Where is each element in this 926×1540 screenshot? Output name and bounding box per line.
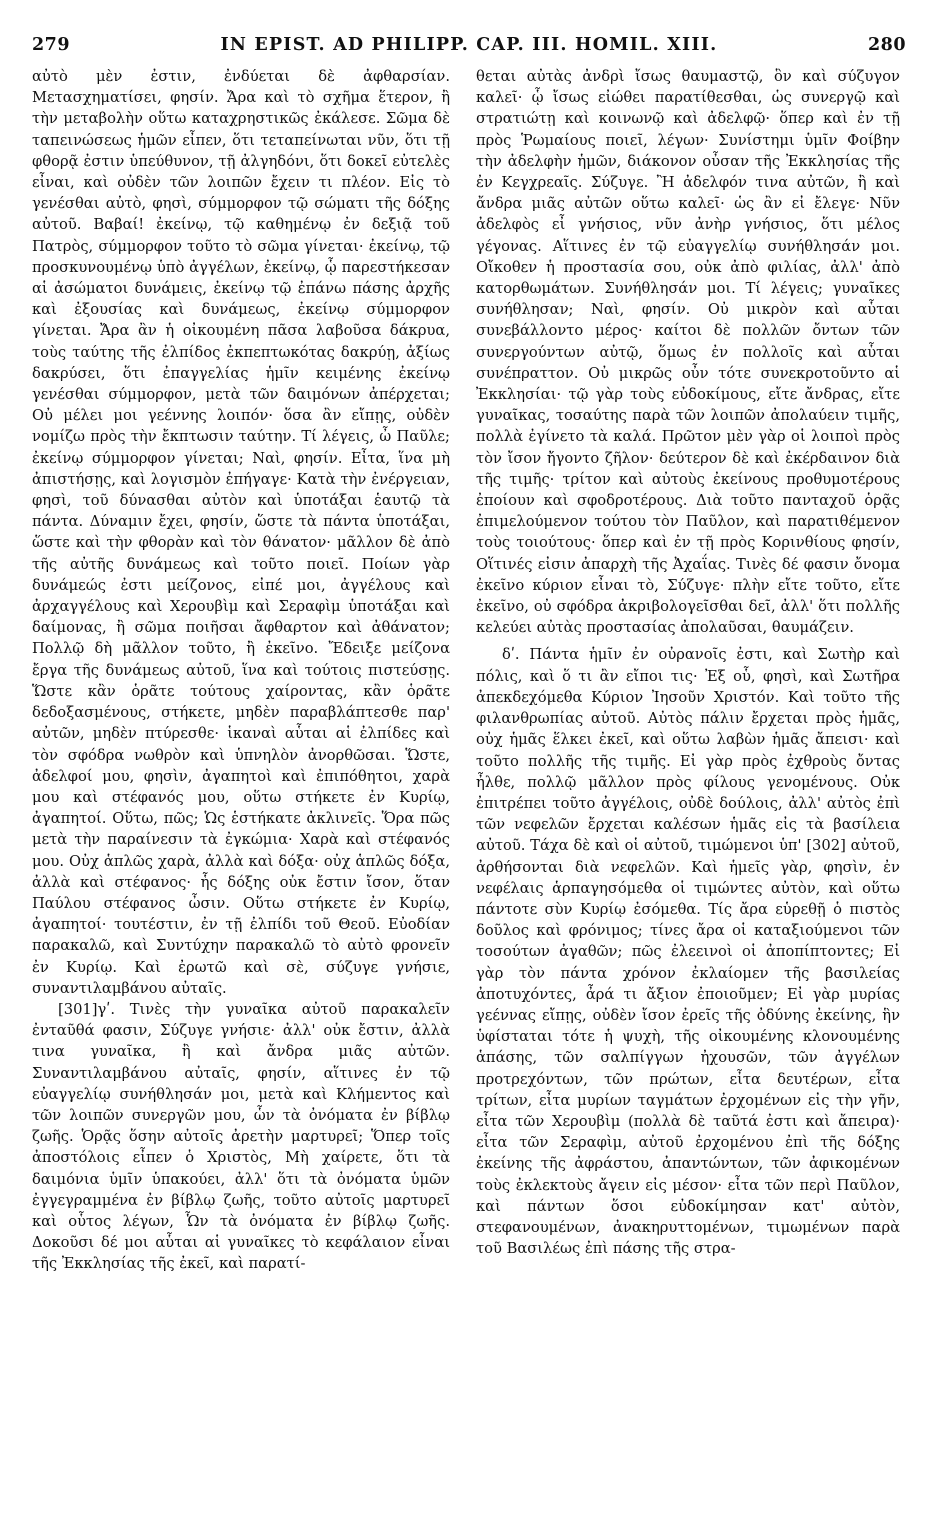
right-paragraph-2: δʹ. Πάντα ἡμῖν ἐν οὐρανοῖς ἐστι, καὶ Σωτὴρ καὶ πόλις, καὶ ὅ τι ἂν εἴποι τις· Ἐξ οὗ, φησὶ, καὶ Σωτῆρα ἀπεκδεχόμεθα Κύριον Ἰησοῦν Χριστόν. Καὶ τοῦτο τῆς φιλανθρωπίας αὐτοῦ. Αὐτὸς πάλιν ἔρχεται πρὸς ἡμᾶς, οὐχ ἡμᾶς ἕλκει ἐκεῖ, καὶ οὕτω λαβὼν ἡμᾶς ἄπεισι· καὶ τοῦτο πολλῆς τῆς τιμῆς. Εἰ γὰρ πρὸς ἐχθροὺς ὄντας ἦλθε, πολλῷ μᾶλλον πρὸς φίλους γενομένους. Οὐκ ἐπιτρέπει τοῦτο ἀγγέλοις, οὐδὲ δούλοις, ἀλλ' αὐτὸς ἐπὶ τῶν νεφελῶν ἔρχεται καλέσων ἡμᾶς εἰς τὰ βασίλεια αὐτοῦ. Τάχα δὲ καὶ οἱ αὐτοῦ, τιμώμενοι ὑπ' [302] αὐτοῦ, ἀρθήσονται διὰ νεφελῶν. Καὶ ἡμεῖς γὰρ, φησὶν, ἐν νεφέλαις ἁρπαγησόμεθα οἱ τιμώντες αὐτὸν, καὶ οὕτω πάντοτε σὺν Κυρίῳ ἐσόμεθα. Τίς ἄρα εὑρεθῇ ὁ πιστὸς δοῦλος καὶ φρόνιμος; τίνες ἄρα οἱ καταξιούμενοι τῶν τοσούτων ἀγαθῶν; πῶς ἐλεεινοὶ οἱ ἀποπίπτοντες; Εἰ γὰρ τὸν πάντα χρόνον ἐκλαίομεν τῆς βασιλείας ἀποτυχόντες, ἆρά τι ἄξιον ἐποιοῦμεν; Εἰ γὰρ μυρίας γεέννας εἴπῃς, οὐδὲν ἴσον ἐρεῖς τῆς ὀδύνης ἐκείνης, ἣν ὑφίσταται τότε ἡ ψυχὴ, τῆς οἰκουμένης κλονουμένης ἁπάσης, τῶν σαλπίγγων ἠχουσῶν, τῶν ἀγγέλων προτρεχόντων, τῶν πρώτων, εἶτα δευτέρων, εἶτα τρίτων, εἶτα μυρίων ταγμάτων ἐρχομένων εἰς τὴν γῆν, εἶτα τῶν Χερουβὶμ (πολλὰ δὲ ταῦτά ἐστι καὶ ἄπειρα)· εἶτα τῶν Σεραφὶμ, αὐτοῦ ἐρχομένου ἐπὶ τῆς δόξης ἐκείνης τῆς ἀφράστου, ἀπαντώντων, τῶν ἀφικομένων τοὺς ἐκλεκτοὺς ἄγειν εἰς μέσον· εἶτα τῶν περὶ Παῦλον, καὶ πάντων ὅσοι εὐδοκίμησαν κατ' αὐτὸν, στεφανουμένων, ἀνακηρυττομένων, τιμωμένων παρὰ τοῦ Βασιλέως ἐπὶ πάσης τῆς στρα- <box>476 646 900 1258</box>
left-paragraph-2: [301]γʹ. Τινὲς τὴν γυναῖκα αὐτοῦ παρακαλεῖν ἐνταῦθά φασιν, Σύζυγε γνήσιε· ἀλλ' οὐκ ἔστιν, ἀλλὰ τινα γυναῖκα, ἢ καὶ ἄνδρα μιᾶς αὐτῶν. Συναντιλαμβάνου αὐταῖς, φησίν, αἵτινες ἐν τῷ εὐαγγελίῳ συνήθλησάν μοι, μετὰ καὶ Κλήμεντος καὶ τῶν λοιπῶν συνεργῶν μου, ὧν τὰ ὀνόματα ἐν βίβλῳ ζωῆς. Ὁρᾷς ὅσην αὐτοῖς ἀρετὴν μαρτυρεῖ; Ὅπερ τοῖς ἀποστόλοις εἶπεν ὁ Χριστὸς, Μὴ χαίρετε, ὅτι τὰ δαιμόνια ὑμῖν ὑπακούει, ἀλλ' ὅτι τὰ ὀνόματα ὑμῶν ἐγγεγραμμένα ἐν βίβλῳ ζωῆς, τοῦτο αὐτοῖς μαρτυρεῖ καὶ οὗτος λέγων, Ὧν τὰ ὀνόματα ἐν βίβλῳ ζωῆς. Δοκοῦσι δέ μοι αὗται αἱ γυναῖκες τὸ κεφάλαιον εἶναι τῆς Ἐκκλησίας τῆς ἐκεῖ, καὶ παρατί- <box>32 1000 450 1273</box>
page-number-right: 280 <box>867 35 906 55</box>
left-column <box>32 66 450 1528</box>
page-number-left: 279 <box>32 35 71 55</box>
left-paragraph-1: αὐτὸ μὲν ἐστιν, ἐνδύεται δὲ ἀφθαρσίαν. Μετασχηματίσει, φησίν. Ἄρα καὶ τὸ σχῆμα ἕτερον, ἢ τὴν μεταβολὴν οὕτω καταχρηστικῶς ἐκάλεσε. Σῶμα δὲ ταπεινώσεως ἡμῶν εἶπεν, ὅτι τεταπείνωται νῦν, ὅτι τῇ φθορᾷ ἐστιν ὑπεύθυνον, τῇ ἀλγηδόνι, ὅτι δοκεῖ εὐτελὲς εἶναι, καὶ οὐδὲν τῶν λοιπῶν ἔχειν τι πλέον. Εἰς τὸ γενέσθαι αὐτὸ, φησὶ, σύμμορφον τῷ σώματι τῆς δόξης αὐτοῦ. Βαβαί! ἐκείνῳ, τῷ καθημένῳ ἐν δεξιᾷ τοῦ Πατρὸς, σύμμορφον τοῦτο τὸ σῶμα γίνεται· ἐκείνῳ, τῷ προσκυνουμένῳ ὑπὸ ἀγγέλων, ἐκείνῳ, ᾧ παρεστήκεσαν αἱ ἀσώματοι δυνάμεις, ἐκείνῳ τῷ ἐπάνω πάσης ἀρχῆς καὶ ἐξουσίας καὶ δυνάμεως, ἐκείνῳ σύμμορφον γίνεται. Ἄρα ἂν ἡ οἰκουμένη πᾶσα λαβοῦσα δάκρυα, τοὺς ταύτης τῆς ἐλπίδος ἐκπεπτωκότας δακρύῃ, ἀξίως δακρύσει, ὅτι ἐπαγγελίας ἡμῖν κειμένης ἐκείνῳ γενέσθαι σύμμορφον, μετὰ τῶν δαιμόνων ἀπέρχεται; Οὐ μέλει μοι γεέννης λοιπόν· ὅσα ἂν εἴπῃς, οὐδὲν νομίζω πρὸς τὴν ἔκπτωσιν ταύτην. Τί λέγεις, ὦ Παῦλε; ἐκείνῳ σύμμορφον γίνεται; Ναὶ, φησίν. Εἶτα, ἵνα μὴ ἀπιστήσῃς, καὶ λογισμὸν ἐπήγαγε· Κατὰ τὴν ἐνέργειαν, φησὶ, τοῦ δύνασθαι αὐτὸν καὶ ὑποτάξαι ἑαυτῷ τὰ πάντα. Δύναμιν ἔχει, φησίν, ὥστε τὰ πάντα ὑποτάξαι, ὥστε καὶ τὴν φθορὰν καὶ τὸν θάνατον· μᾶλλον δὲ ἀπὸ τῆς αὐτῆς δυνάμεως καὶ τοῦτο ποιεῖ. Ποίων γὰρ δυνάμεώς ἐστι μείζονος, εἰπέ μοι, ἀγγέλους καὶ ἀρχαγγέλους καὶ Χερουβὶμ καὶ Σεραφὶμ ὑποτάξαι καὶ δαίμονας, ἢ σῶμα ποιῆσαι ἄφθαρτον καὶ ἀθάνατον; Πολλῷ δὴ μᾶλλον τοῦτο, ἢ ἐκεῖνο. Ἔδειξε μείζονα ἔργα τῆς δυνάμεως αὐτοῦ, ἵνα καὶ τούτοις πιστεύσῃς. Ὥστε κἂν ὁρᾶτε τούτους χαίροντας, κἂν ὁρᾶτε δεδοξασμένους, στήκετε, μηδὲν παραβλάπτεσθε παρ' αὐτῶν, μηδὲν πτύρεσθε· ἱκαναὶ αὗται αἱ ἐλπίδες καὶ τὸν σφόδρα νωθρὸν καὶ ὑπνηλὸν ἀνορθῶσαι. Ὥστε, ἀδελφοί μου, φησὶν, ἀγαπητοὶ καὶ ἐπιπόθητοι, χαρὰ μου καὶ στέφανός μου, οὕτω στήκετε ἐν Κυρίῳ, ἀγαπητοί. Οὕτω, πῶς; Ὡς ἑστήκατε ἀκλινεῖς. Ὅρα πῶς μετὰ τὴν παραίνεσιν τὰ ἐγκώμια· Χαρὰ καὶ στέφανός μου. Οὐχ ἁπλῶς χαρὰ, ἀλλὰ καὶ δόξα· οὐχ ἁπλῶς δόξα, ἀλλὰ καὶ στέφανος· ἧς δόξης οὐκ ἔστιν ἴσον, ὅταν Παύλου στέφανος ὦσιν. Οὕτω στήκετε ἐν Κυρίῳ, ἀγαπητοί· τουτέστιν, ἐν τῇ ἐλπίδι τοῦ Θεοῦ. Εὐοδίαν παρακαλῶ, καὶ Συντύχην παρακαλῶ τὸ αὐτὸ φρονεῖν ἐν Κυρίῳ. Καὶ ἐρωτῶ καὶ σὲ, σύζυγε γνήσιε, συναντιλαμβάνου αὐταῖς. <box>32 68 450 997</box>
running-header <box>32 30 906 60</box>
running-title: IN EPIST. AD PHILIPP. CAP. III. HOMIL. XIII. <box>220 35 718 55</box>
right-column <box>476 66 900 1528</box>
right-paragraph-1: θεται αὐτὰς ἀνδρὶ ἴσως θαυμαστῷ, ὃν καὶ σύζυγον καλεῖ· ᾧ ἴσως εἰώθει παρατίθεσθαι, ὡς συνεργῷ καὶ στρατιώτῃ καὶ κοινωνῷ καὶ ἀδελφῷ· ὅπερ καὶ ἐν τῇ πρὸς Ῥωμαίους ποιεῖ, λέγων· Συνίστημι ὑμῖν Φοίβην τὴν ἀδελφὴν ἡμῶν, διάκονον οὖσαν τῆς Ἐκκλησίας τῆς ἐν Κεγχρεαῖς. Σύζυγε. Ἢ ἀδελφόν τινα αὐτῶν, ἢ καὶ ἄνδρα μιᾶς αὐτῶν οὕτω καλεῖ· ὡς ἂν εἰ ἔλεγε· Νῦν ἀδελφὸς εἶ γνήσιος, νῦν ἀνὴρ γνήσιος, ὅτι μέλος γέγονας. Αἵτινες ἐν τῷ εὐαγγελίῳ συνήθλησάν μοι. Οἴκοθεν ἡ προστασία σου, οὐκ ἀπὸ φιλίας, ἀλλ' ἀπὸ κατορθωμάτων. Συνήθλησάν μοι. Τί λέγεις; γυναῖκες συνήθλησαν; Ναὶ, φησίν. Οὐ μικρὸν καὶ αὗται συνεβάλλοντο μέρος· καίτοι δὲ πολλῶν ὄντων τῶν συνεργούντων αὐτῷ, ὅμως ἐν πολλοῖς καὶ αὗται συνέπραττον. Οὐ μικρῶς οὖν τότε συνεκροτοῦντο αἱ Ἐκκλησίαι· τῷ γὰρ τοὺς εὐδοκίμους, εἴτε ἄνδρας, εἴτε γυναῖκας, τοσαύτης παρὰ τῶν λοιπῶν ἀπολαύειν τιμῆς, πολλὰ ἐγίνετο τὰ καλά. Πρῶτον μὲν γὰρ οἱ λοιποὶ πρὸς τὸν ἴσον ἤγοντο ζῆλον· δεύτερον δὲ καὶ ἐκέρδαινον διὰ τῆς τιμῆς· τρίτον καὶ αὐτοὺς ἐκείνους προθυμοτέρους ἐποίουν καὶ σφοδροτέρους. Διὰ τοῦτο πανταχοῦ ὁρᾷς ἐπιμελούμενον τούτου τὸν Παῦλον, καὶ παρατιθέμενον τοὺς τοιούτους· ὅπερ καὶ ἐν τῇ πρὸς Κορινθίους φησίν, Οἵτινές εἰσιν ἀπαρχὴ τῆς Ἀχαΐας. Τινὲς δέ φασιν ὄνομα ἐκεῖνο κύριον εἶναι τὸ, Σύζυγε· πλὴν εἴτε τοῦτο, εἴτε ἐκεῖνο, οὐ σφόδρα ἀκριβολογεῖσθαι δεῖ, ἀλλ' ὅτι πολλῆς κελεύει αὐτὰς προστασίας ἀπολαῦσαι, θαυμάζειν. <box>476 68 900 637</box>
